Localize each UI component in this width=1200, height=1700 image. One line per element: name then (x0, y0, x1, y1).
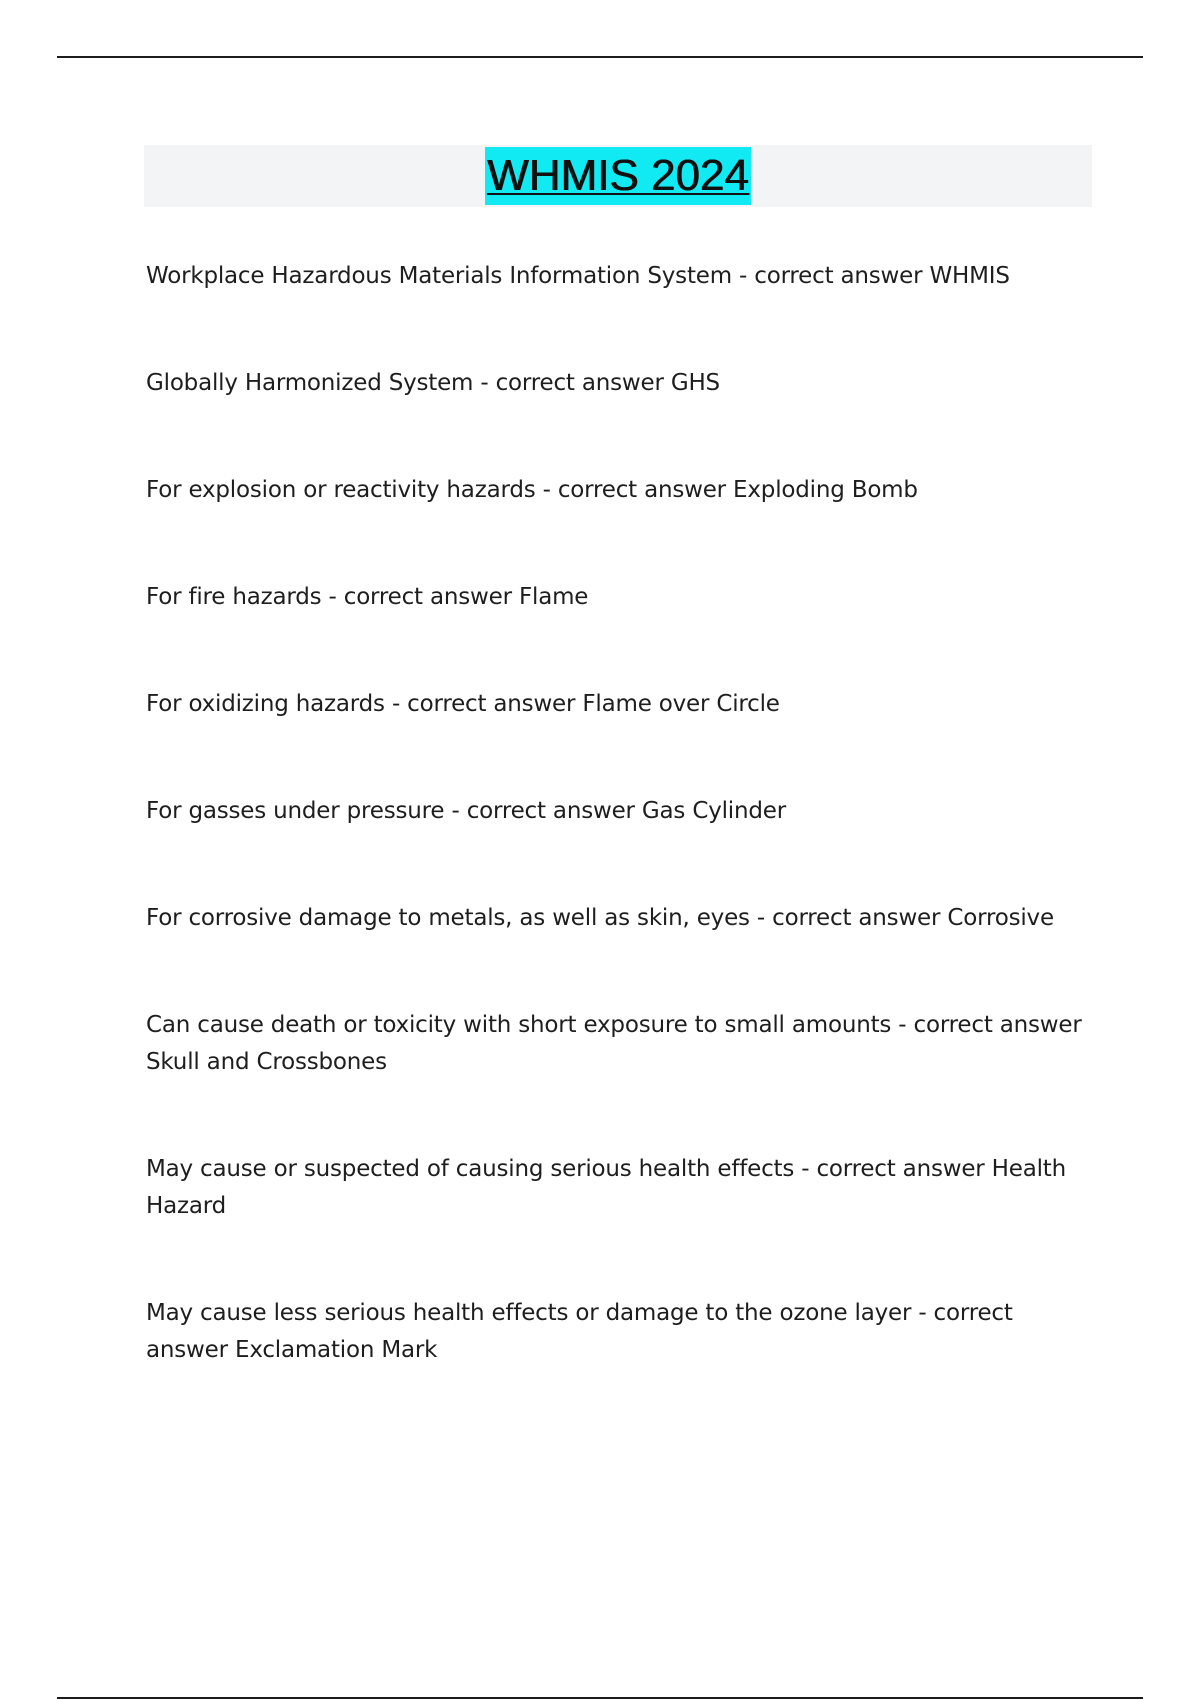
qa-item: Can cause death or toxicity with short exposure to small amounts - correct answer Skull and Crossbones (146, 1012, 1082, 1075)
qa-item: For gasses under pressure - correct answer Gas Cylinder (146, 798, 786, 824)
qa-item: May cause less serious health effects or damage to the ozone layer - correct answer Exclamation Mark (146, 1300, 1013, 1363)
qa-item: Workplace Hazardous Materials Information System - correct answer WHMIS (146, 263, 1010, 289)
qa-item: For fire hazards - correct answer Flame (146, 584, 589, 610)
qa-item: For oxidizing hazards - correct answer Flame over Circle (146, 691, 780, 717)
qa-list (146, 258, 1096, 1439)
qa-item: Globally Harmonized System - correct answer GHS (146, 370, 720, 396)
page-title: WHMIS 2024 (485, 147, 751, 205)
title-band (144, 145, 1092, 207)
qa-item: For corrosive damage to metals, as well as skin, eyes - correct answer Corrosive (146, 905, 1054, 931)
top-rule (57, 56, 1143, 58)
qa-item: For explosion or reactivity hazards - correct answer Exploding Bomb (146, 477, 918, 503)
bottom-rule (57, 1697, 1143, 1699)
qa-item: May cause or suspected of causing serious health effects - correct answer Health Hazard (146, 1156, 1066, 1219)
